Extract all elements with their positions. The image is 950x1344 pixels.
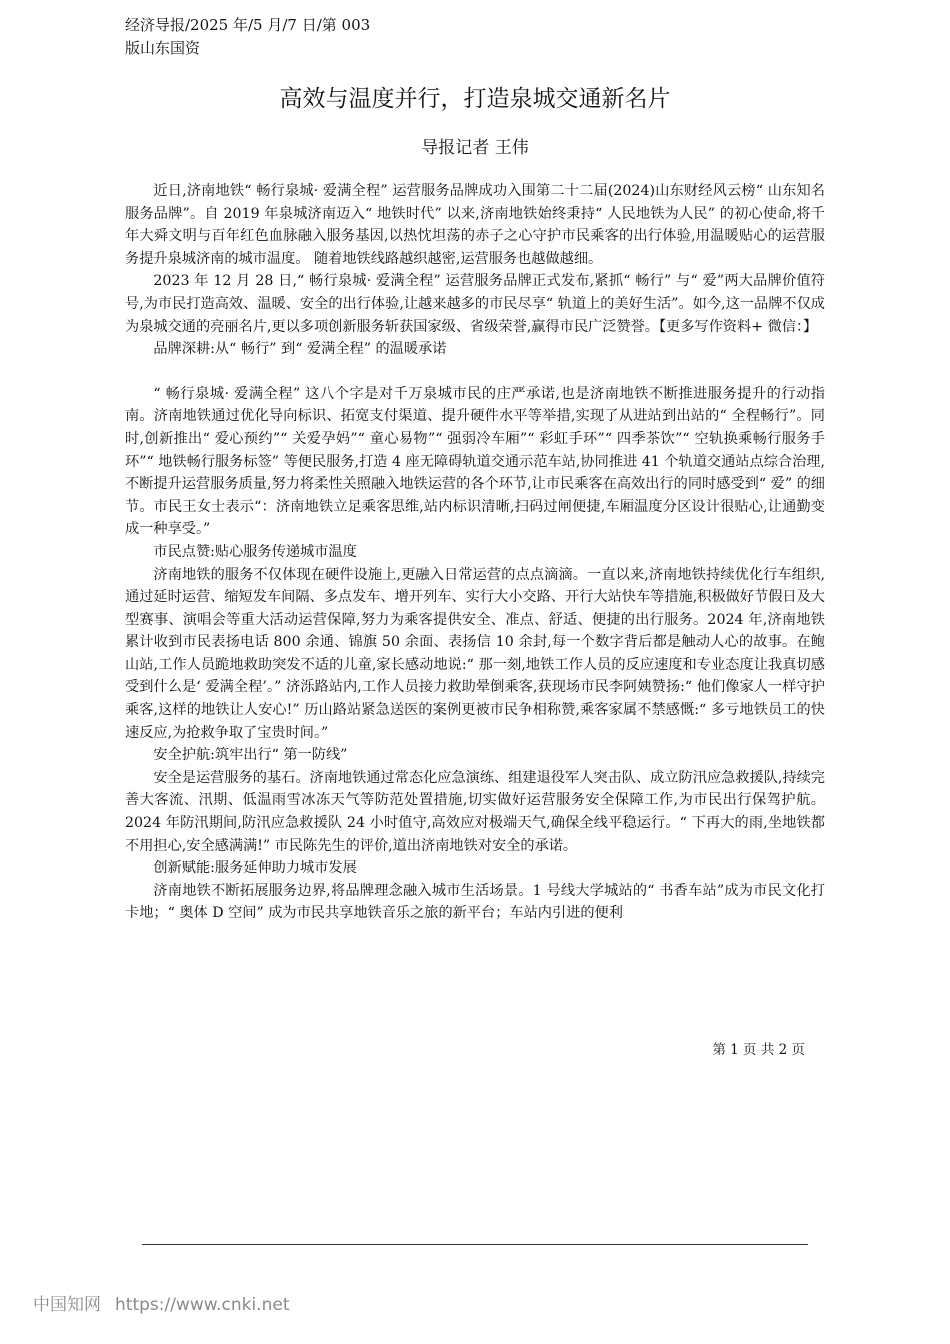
section-heading-brand: 品牌深耕:从“ 畅行” 到“ 爱满全程” 的温暖承诺 bbox=[153, 341, 447, 358]
byline: 导报记者 王伟 bbox=[421, 138, 529, 158]
article-title: 高效与温度并行，打造泉城交通新名片 bbox=[279, 86, 671, 112]
source-line: 经济导报/2025 年/5 月/7 日/第 003 bbox=[125, 16, 371, 34]
section-line: 版山东国资 bbox=[125, 39, 201, 57]
cnki-watermark bbox=[33, 1293, 289, 1317]
paragraph-praise: 济南地铁的服务不仅体现在硬件设施上,更融入日常运营的点点滴滴。一直以来,济南地铁持续优化行车组织,通过延时运营、缩短发车间隔、多点发车、增开列车、实行大小交路、开行大站快车等措施,积极做好节假日及大型赛事、演唱会等重大活动运营保障,努力为乘客提供安全、准点、舒适、便捷的出行服务。2024 年,济南地铁累计收到市民表扬电话 800 余通、锦旗 50 余面、表扬信 10 余封,每一个数字背后都是触动人心的故事。在鲍山站,工作人员跪地救助突发不适的儿童,家长感动地说:“ 那一刻,地铁工作人员的反应速度和专业态度让我真切感受到什么是‘ 爱满全程’。” 济泺路站内,工作人员接力救助晕倒乘客,获现场市民李阿姨赞扬:“ 他们像家人一样守护乘客,这样的地铁让人安心!” 历山路站紧急送医的案例更被市民争相称赞,乘客家属不禁感慨:“ 多亏地铁员工的快速反应,为抢救争取了宝贵时间。” bbox=[125, 566, 825, 741]
watermark-brand: 中国知网 bbox=[33, 1295, 101, 1315]
watermark-url[interactable]: https://www.cnki.net bbox=[115, 1295, 290, 1315]
section-heading-praise: 市民点赞:贴心服务传递城市温度 bbox=[153, 543, 357, 560]
paragraph-safety: 安全是运营服务的基石。济南地铁通过常态化应急演练、组建退役军人突击队、成立防汛应急救援队,持续完善大客流、汛期、低温雨雪冰冻天气等防范处置措施,切实做好运营服务安全保障工作,为市民出行保驾护航。2024 年防汛期间,防汛应急救援队 24 小时值守,高效应对极端天气,确保全线平稳运行。“ 下再大的雨,坐地铁都不用担心,安全感满满!” 市民陈先生的评价,道出济南地铁对安全的承诺。 bbox=[125, 769, 825, 854]
footer-divider bbox=[142, 1244, 808, 1245]
paragraph-innovation: 济南地铁不断拓展服务边界,将品牌理念融入城市生活场景。1 号线大学城站的“ 书香车站”成为市民文化打卡地；“ 奥体 D 空间” 成为市民共享地铁音乐之旅的新平台；车站内引进的便利 bbox=[125, 882, 825, 922]
paragraph-gap bbox=[125, 361, 825, 383]
paragraph-brand: “ 畅行泉城· 爱满全程” 这八个字是对千万泉城市民的庄严承诺,也是济南地铁不断推进服务提升的行动指南。济南地铁通过优化导向标识、拓宽支付渠道、提升硬件水平等举措,实现了从进站到出站的“ 全程畅行”。同时,创新推出“ 爱心预约”“ 关爱孕妈”“ 童心易物”“ 强弱冷车厢”“ 彩虹手环”“ 四季茶饮”“ 空轨换乘畅行服务手环”“ 地铁畅行服务标签” 等便民服务,打造 4 座无障碍轨道交通示范车站,协同推进 41 个轨道交通站点综合治理,不断提升运营服务质量,努力将柔性关照融入地铁运营的各个环节,让市民乘客在高效出行的同时感受到“ 爱” 的细节。市民王女士表示“：济南地铁立足乘客思维,站内标识清晰,扫码过闸便捷,车厢温度分区设计很贴心,让通勤变成一种享受。” bbox=[125, 385, 825, 538]
article-body bbox=[125, 180, 825, 925]
section-heading-safety: 安全护航:筑牢出行“ 第一防线” bbox=[153, 747, 348, 764]
page-indicator: 第 1 页 共 2 页 bbox=[712, 1042, 805, 1058]
paragraph-intro: 近日,济南地铁“ 畅行泉城· 爱满全程” 运营服务品牌成功入围第二十二届(2024)山东财经风云榜“ 山东知名服务品牌”。自 2019 年泉城济南迈入“ 地铁时代” 以来,济南地铁始终秉持“ 人民地铁为人民” 的初心使命,将千年大舜文明与百年红色血脉融入服务基因,以热忱坦荡的赤子之心守护市民乘客的出行体验,用温暖贴心的运营服务提升泉城济南的城市温度。 随着地铁线路越织越密,运营服务也越做越细。 bbox=[125, 183, 825, 267]
paragraph-launch: 2023 年 12 月 28 日,“ 畅行泉城· 爱满全程” 运营服务品牌正式发布,紧抓“ 畅行” 与“ 爱”两大品牌价值符号,为市民打造高效、温暖、安全的出行体验,让越来越多的市民尽享“ 轨道上的美好生活”。如今,这一品牌不仅成为泉城交通的亮丽名片,更以多项创新服务斩获国家级、省级荣誉,赢得市民广泛赞誉。【更多写作资料+ 微信：】 bbox=[125, 273, 825, 335]
section-heading-innovation: 创新赋能:服务延伸助力城市发展 bbox=[153, 860, 357, 877]
